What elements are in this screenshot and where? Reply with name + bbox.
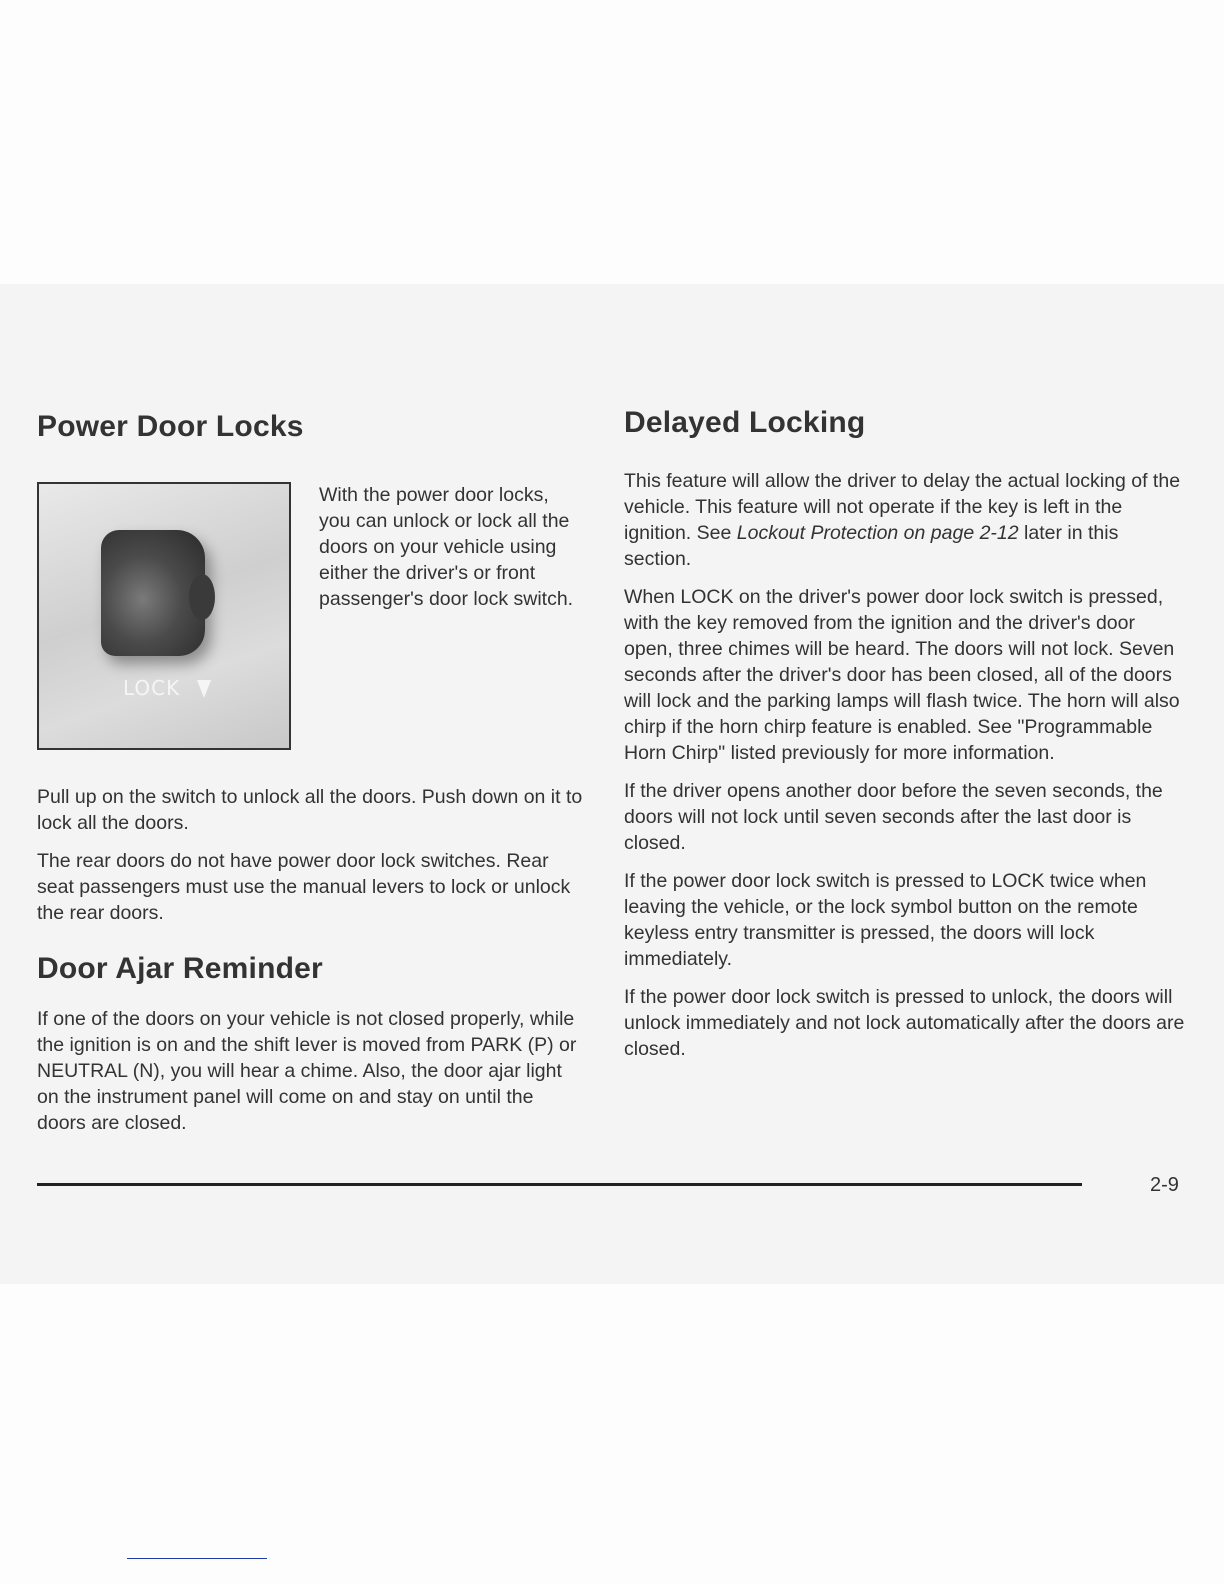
power-door-locks-body [37, 784, 585, 926]
lock-down-arrow-icon [197, 680, 211, 698]
intro-text: This feature will allow the driver to delay the actual locking of the vehicle. This feature will not operate if the key is left in the ignition. See [624, 470, 1181, 544]
photo-caption: With the power door locks, you can unlock or lock all the doors on your vehicle using either the driver's or front passenger's door lock switch. [319, 484, 574, 610]
footer-rule [37, 1183, 1082, 1186]
lockout-protection-reference: Lockout Protection on page 2-12 [736, 522, 1019, 544]
delayed-locking-heading: Delayed Locking [624, 406, 866, 439]
page-number: 2-9 [1150, 1174, 1179, 1196]
lock-switch-photo [37, 482, 291, 750]
photo-lock-label: LOCK [123, 676, 181, 700]
power-door-locks-heading: Power Door Locks [37, 410, 304, 443]
door-ajar-paragraph: If one of the doors on your vehicle is not closed properly, while the ignition is on and the shift lever is moved from PARK (P) or NEUTRAL (N), you will hear a chime. Also, the door ajar light on the instrument panel will come on and stay on until the doors are closed. [37, 1008, 577, 1134]
delayed-locking-intro [624, 468, 1186, 572]
paragraph: Pull up on the switch to unlock all the doors. Push down on it to lock all the doors. [37, 786, 583, 834]
door-ajar-reminder-heading: Door Ajar Reminder [37, 952, 323, 985]
lock-switch-figure [37, 482, 585, 750]
paragraph: If the power door lock switch is pressed to unlock, the doors will unlock immediately and not lock automatically after the doors are closed. [624, 986, 1185, 1060]
bottom-stub-line [127, 1558, 267, 1559]
paragraph: If the driver opens another door before the seven seconds, the doors will not lock until seven seconds after the last door is closed. [624, 780, 1163, 854]
paragraph: The rear doors do not have power door lock switches. Rear seat passengers must use the manual levers to lock or unlock the rear doors. [37, 850, 571, 924]
switch-knob-cap-shape [189, 574, 215, 620]
paragraph: When LOCK on the driver's power door lock switch is pressed, with the key removed from the ignition and the driver's door open, three chimes will be heard. The doors will not lock. Seven seconds after the driver's door has been closed, all of the doors will lock and the parking lamps will flash twice. The horn will also chirp if the horn chirp feature is enabled. See "Programmable Horn Chirp" listed previously for more information. [624, 586, 1180, 764]
intro-text-end: later in this section. [624, 522, 1119, 570]
paragraph: If the power door lock switch is pressed to LOCK twice when leaving the vehicle, or the lock symbol button on the remote keyless entry transmitter is pressed, the doors will lock immediately. [624, 870, 1147, 970]
left-column [37, 410, 585, 1136]
right-column [624, 406, 1186, 1062]
